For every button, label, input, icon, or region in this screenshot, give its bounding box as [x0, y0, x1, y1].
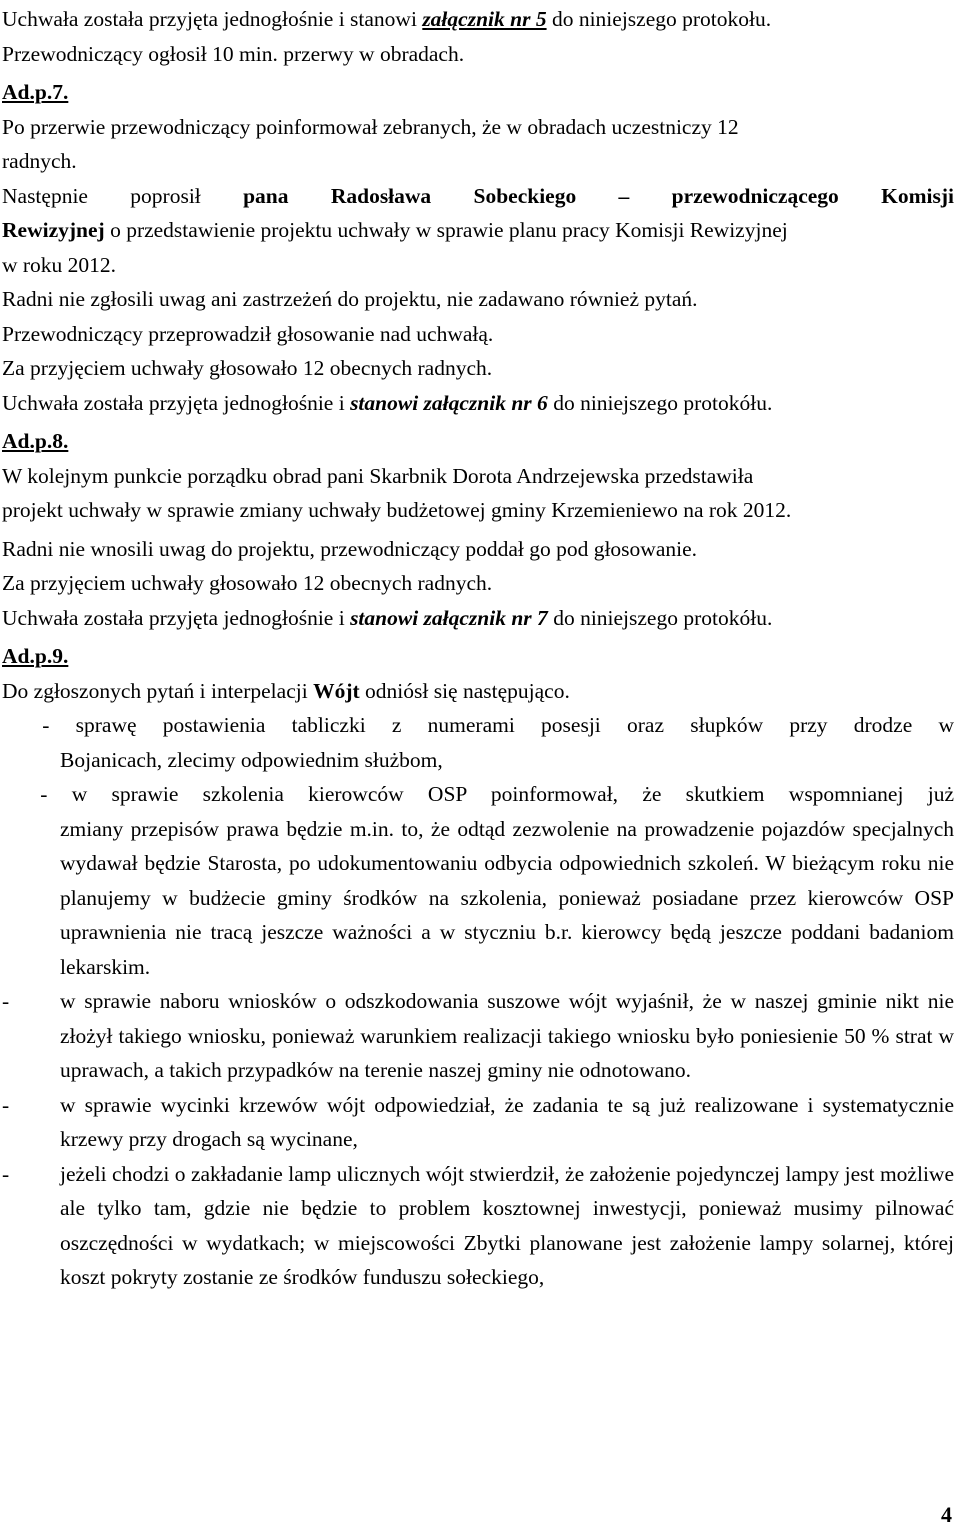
list-item: [2, 777, 954, 984]
paragraph-line: w roku 2012.: [2, 252, 117, 277]
paragraph-line: Przewodniczący przeprowadził głosowanie nad uchwałą.: [2, 321, 494, 346]
text: Uchwała została przyjęta jednogłośnie i: [2, 390, 351, 415]
paragraph-line: W kolejnym punkcie porządku obrad pani Skarbnik Dorota Andrzejewska przedstawiła: [2, 463, 754, 488]
text: sprawę postawienia tabliczki z numerami posesji oraz słupków przy drodze w: [75, 713, 954, 737]
break-announcement: Przewodniczący ogłosił 10 min. przerwy w obradach.: [2, 41, 465, 66]
text: o przedstawienie projektu uchwały w sprawie planu pracy Komisji Rewizyjnej: [104, 218, 788, 242]
section-heading-9: Ad.p.9.: [2, 644, 69, 668]
resolution-paragraph-7: [2, 601, 954, 636]
intro-line: [2, 674, 954, 709]
paragraph-line: projekt uchwały w sprawie zmiany uchwały budżetowej gminy Krzemieniewo na rok 2012.: [2, 498, 792, 522]
response-list: [2, 708, 954, 1295]
paragraph-line: [2, 179, 954, 214]
attachment-reference: stanowi załącznik nr 7: [350, 605, 548, 630]
list-item-continuation: zmiany przepisów prawa będzie m.in. to, że odtąd zezwolenie na prowadzenie pojazdów specjalnych wydawał będzie Starosta, po udokumentowaniu odbycia odpowiednich szkoleń. W bieżącym roku nie planujemy w budżecie gminy środków na szkolenia, ponieważ posiadane przez kierowców OSP uprawnienia nie tracą jeszcze ważności a w styczniu b.r. kierowcy będą jeszcze poddani badaniom lekarskim.: [60, 816, 954, 979]
text: do niniejszego protokółu.: [547, 605, 773, 630]
list-item-text: jeżeli chodzi o zakładanie lamp ulicznych wójt stwierdził, że założenie pojedynczej lampy jest możliwe ale tylko tam, gdzie nie będzie to problem kosztownej inwestycji, ponieważ musimy pilnować oszczędności w wydatkach; w miejscowości Zbytki planowane jest założenie lampy solarnej, której koszt pokryty zostanie ze środków funduszu sołeckiego,: [60, 1161, 954, 1289]
dash: -: [16, 782, 72, 806]
dash: -: [16, 713, 76, 737]
paragraph-line: Radni nie wnosili uwag do projektu, przewodniczący poddał go pod głosowanie.: [2, 536, 698, 561]
paragraph-line: [2, 213, 954, 248]
dash: -: [2, 1092, 10, 1117]
paragraph-line: Radni nie zgłosili uwag ani zastrzeżeń do projektu, nie zadawano również pytań.: [2, 287, 698, 311]
list-item-first-line: [2, 777, 954, 812]
text: Następnie poprosił: [2, 183, 244, 208]
committee-name: Rewizyjnej: [2, 218, 105, 242]
text: do niniejszego protokółu.: [547, 390, 773, 415]
section-heading-8: Ad.p.8.: [2, 429, 69, 453]
paragraph-line: Za przyjęciem uchwały głosowało 12 obecnych radnych.: [2, 571, 493, 595]
text: Uchwała została przyjęta jednogłośnie i stanowi: [2, 7, 423, 31]
list-item: [2, 1088, 954, 1157]
section-heading-7: Ad.p.7.: [2, 80, 69, 104]
list-item: [2, 708, 954, 777]
paragraph-line: Po przerwie przewodniczący poinformował zebranych, że w obradach uczestniczy 12: [2, 114, 739, 139]
text: Uchwała została przyjęta jednogłośnie i: [2, 605, 351, 630]
list-item-continuation: Bojanicach, zlecimy odpowiednim służbom,: [60, 747, 443, 772]
resolution-paragraph-5: [2, 2, 954, 37]
page-number: 4: [941, 1502, 952, 1527]
text: do niniejszego protokołu.: [546, 7, 772, 31]
text: odniósł się następująco.: [359, 678, 570, 703]
person-name: pana Radosława Sobeckiego – przewodniczącego Komisji: [243, 183, 954, 208]
list-item-text: w sprawie naboru wniosków o odszkodowania suszowe wójt wyjaśnił, że w naszej gminie nikt nie złożył takiego wniosku, ponieważ warunkiem realizacji takiego wniosku było poniesienie 50 % strat w uprawach, a takich przypadków na terenie naszej gminy nie odnotowano.: [60, 989, 954, 1082]
paragraph-line: Za przyjęciem uchwały głosowało 12 obecnych radnych.: [2, 356, 493, 380]
list-item-text: w sprawie wycinki krzewów wójt odpowiedział, że zadania te są już realizowane i systematycznie krzewy przy drogach są wycinane,: [60, 1092, 954, 1151]
dash: -: [2, 1161, 10, 1186]
paragraph-line: radnych.: [2, 149, 77, 173]
attachment-reference: stanowi załącznik nr 6: [350, 390, 548, 415]
mayor-label: Wójt: [313, 678, 360, 703]
list-item-first-line: [2, 708, 954, 743]
text: Do zgłoszonych pytań i interpelacji: [2, 678, 314, 703]
text: w sprawie szkolenia kierowców OSP poinformował, że skutkiem wspomnianej już: [71, 782, 954, 806]
attachment-reference: załącznik nr 5: [422, 7, 547, 31]
dash: -: [2, 989, 10, 1013]
resolution-paragraph-6: [2, 386, 954, 421]
list-item: [2, 984, 954, 1088]
list-item: [2, 1157, 954, 1295]
document-page: [2, 2, 954, 1295]
